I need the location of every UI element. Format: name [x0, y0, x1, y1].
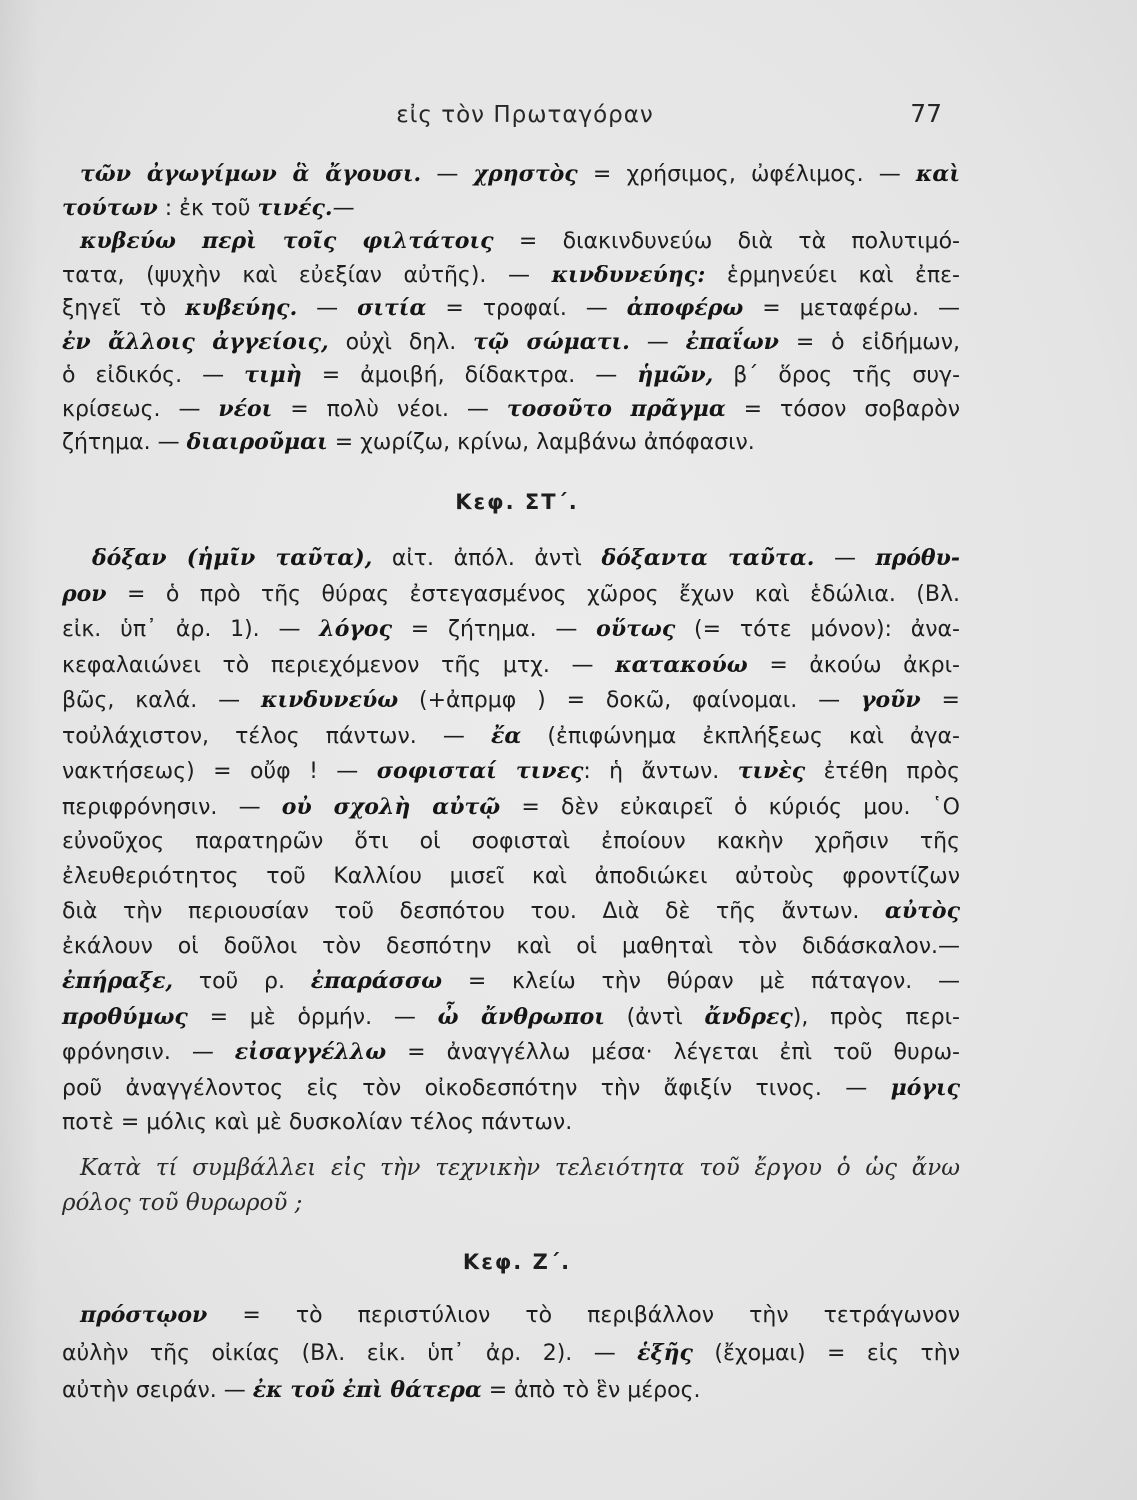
gloss-text: : ἐκ τοῦ — [157, 195, 258, 221]
lemma-term: τιμὴ — [244, 362, 302, 388]
lemma-term: εἰσαγγέλλω — [234, 1039, 387, 1065]
lemma-term: πρόστῳον — [80, 1302, 208, 1328]
gloss-text: νακτήσεως) = οὔφ ! — — [62, 759, 377, 784]
gloss-text: = ζήτημα. — — [391, 617, 597, 642]
commentary-section-chapter-6 — [62, 541, 960, 1141]
gloss-text: β΄ ὅρος τῆς συγ- — [713, 363, 961, 388]
text-line — [62, 894, 960, 930]
text-line — [62, 1035, 960, 1071]
gloss-text: κρίσεως. — — [62, 396, 219, 422]
gloss-text: (ἐπιφώνημα ἐκπλήξεως καὶ ἀγα- — [521, 723, 960, 749]
gloss-text: — — [297, 296, 358, 321]
text-line — [62, 964, 960, 1000]
gloss-text: — — [421, 162, 474, 187]
lemma-term: κινδυνεύης: — [551, 261, 706, 288]
text-line — [62, 292, 960, 326]
gloss-text: = ὁ εἰδήμων, — [778, 329, 960, 355]
gloss-text: ροῦ ἀναγγέλοντος εἰς τὸν οἰκοδεσπότην τὴν ἄφιξίν τινος. — — [62, 1075, 891, 1101]
lemma-term: ἀποφέρω — [626, 295, 744, 321]
lemma-term: τῷ σώματι. — [473, 328, 630, 355]
text-line — [62, 754, 960, 790]
lemma-term: δόξαν (ἡμῖν ταῦτα), — [92, 545, 373, 571]
gloss-text: = μεταφέρω. — — [743, 296, 960, 321]
paragraph — [62, 158, 960, 225]
page-number: 77 — [910, 99, 942, 128]
paragraph — [62, 225, 960, 460]
text-line — [62, 1000, 960, 1036]
paragraph — [62, 1151, 960, 1221]
text-line — [62, 1151, 960, 1186]
text-line — [62, 1071, 960, 1107]
text-line — [62, 426, 960, 460]
gloss-text: περιφρόνησιν. — — [62, 794, 282, 820]
gloss-text: = πολὺ νέοι. — — [272, 396, 507, 422]
lemma-term: ἐπαΐων — [685, 328, 779, 355]
gloss-text: = χωρίζω, κρίνω, λαμβάνω ἀπόφασιν. — [327, 430, 755, 455]
gloss-text: = ἀναγγέλλω μέσα· λέγεται ἐπὶ τοῦ θυρω- — [386, 1040, 960, 1065]
text-line — [62, 648, 960, 684]
lemma-term: σιτία — [357, 295, 427, 321]
paragraph — [62, 541, 960, 1141]
gloss-text: — — [814, 546, 876, 571]
lemma-term: κυβεύω περὶ τοῖς φιλτάτοις — [80, 228, 494, 254]
lemma-term: ἡμῶν, — [637, 362, 714, 388]
text-line — [62, 225, 960, 259]
lemma-term: ἄνδρες — [704, 1003, 793, 1030]
lemma-term: αὐτὸς — [884, 898, 960, 924]
lemma-term: ἐπήραξε, — [62, 968, 174, 994]
lemma-term: δόξαντα ταῦτα. — [601, 545, 815, 571]
lemma-term: ὦ ἄνθρωποι — [437, 1003, 605, 1030]
gloss-text: — — [629, 329, 686, 355]
gloss-text: ξηγεῖ τὸ — [62, 296, 186, 321]
gloss-text: (ἀντὶ — [604, 1004, 705, 1030]
lemma-term: κινδυνεύω — [260, 687, 399, 713]
gloss-text: = τόσον σοβαρὸν — [725, 396, 960, 422]
text-line — [62, 359, 960, 393]
text-line — [62, 1297, 960, 1335]
gloss-text: ὁ εἰδικός. — — [62, 363, 245, 388]
gloss-text: = χρήσιμος, ὠφέλιμος. — — [577, 162, 916, 187]
commentary-section-chapter-7 — [62, 1297, 960, 1410]
gloss-text: ζήτημα. — — [62, 430, 187, 455]
text-line — [62, 930, 960, 965]
chapter-heading: Κεφ. Ζ΄. — [462, 1250, 572, 1274]
paragraph — [62, 1297, 960, 1410]
gloss-text: = διακινδυνεύω διὰ τὰ πολυτιμό- — [493, 229, 960, 254]
gloss-text: : ἡ ἄντων. — [583, 759, 738, 784]
gloss-text: αὐτὴν σειράν. — — [62, 1378, 253, 1403]
gloss-text: = τροφαί. — — [426, 296, 627, 321]
text-line — [62, 393, 960, 427]
gloss-text: ἐκάλουν οἱ δοῦλοι τὸν δεσπότην καὶ οἱ μαθηταὶ τὸν διδάσκαλον.— — [62, 933, 960, 959]
lemma-term: ἔα — [490, 722, 522, 749]
gloss-text: τοῦ ρ. — [173, 969, 311, 994]
text-line — [62, 1372, 960, 1410]
gloss-text: βῶς, καλά. — — [62, 688, 261, 713]
text-line — [62, 612, 960, 648]
lemma-term: κατακούω — [615, 651, 748, 678]
text-line — [62, 860, 960, 895]
gloss-text: διὰ τὴν περιουσίαν τοῦ δεσπότου του. Διὰ δὲ τῆς ἄντων. — [62, 899, 885, 924]
gloss-text: = μὲ ὁρμήν. — — [187, 1004, 438, 1030]
gloss-text: (+ἀπρμφ ) = δοκῶ, φαίνομαι. — — [398, 688, 861, 713]
gloss-text: = δὲν εὐκαιρεῖ ὁ κύριός μου. ῾Ο — [500, 794, 960, 820]
gloss-text: τατα, (ψυχὴν καὶ εὐεξίαν αὐτῆς). — — [62, 262, 552, 288]
lemma-term: τῶν ἀγωγίμων ἃ ἄγουσι. — [80, 161, 422, 187]
question-text: Κατὰ τί συμβάλλει εἰς τὴν τεχνικὴν τελειότητα τοῦ ἔργου ὁ ὡς ἄνω — [80, 1155, 960, 1181]
text-line — [62, 577, 960, 613]
lemma-term: ρον — [62, 580, 107, 607]
gloss-text: φρόνησιν. — — [62, 1040, 235, 1065]
gloss-text: εἰκ. ὑπ᾽ ἀρ. 1). — — [62, 617, 320, 642]
gloss-text: τοὐλάχιστον, τέλος πάντων. — — [62, 723, 491, 749]
lemma-term: οὐ σχολὴ αὐτῷ — [281, 793, 501, 820]
lemma-term: ἑξῆς — [637, 1339, 693, 1366]
text-line — [62, 1106, 960, 1141]
gloss-text: = τὸ περιστύλιον τὸ περιβάλλον τὴν τετράγωνον — [207, 1303, 960, 1328]
lemma-term: ἐπαράσσω — [310, 968, 443, 994]
chapter-heading: Κεφ. ΣΤ΄. — [455, 490, 579, 514]
text-line — [62, 683, 960, 719]
gloss-text: αἰτ. ἀπόλ. ἀντὶ — [372, 546, 602, 571]
gloss-text: = ἀπὸ τὸ ἓν μέρος. — [481, 1378, 701, 1403]
gloss-text: = ἀμοιβή, δίδακτρα. — — [301, 363, 638, 388]
text-line — [62, 158, 960, 192]
text-line — [62, 825, 960, 860]
gloss-text: — — [332, 195, 355, 221]
lemma-term: ἐν ἄλλοις ἀγγείοις, — [62, 328, 329, 355]
lemma-term: γοῦν — [860, 687, 921, 713]
lemma-term: οὕτως — [596, 616, 676, 642]
text-line — [62, 541, 960, 577]
text-line — [62, 192, 960, 226]
lemma-term: καὶ — [915, 161, 960, 187]
gloss-text: κεφαλαιώνει τὸ περιεχόμενον τῆς μτχ. — — [62, 652, 616, 678]
gloss-text: εὐνοῦχος παρατηρῶν ὅτι οἱ σοφισταὶ ἐποίουν κακὴν χρῆσιν τῆς — [62, 829, 960, 854]
lemma-term: νέοι — [218, 395, 273, 422]
lemma-term: διαιροῦμαι — [186, 429, 328, 455]
gloss-text: = ὁ πρὸ τῆς θύρας ἐστεγασμένος χῶρος ἔχων καὶ ἑδώλια. (Βλ. — [106, 581, 960, 607]
gloss-text: = κλείω τὴν θύραν μὲ πάταγον. — — [442, 969, 960, 994]
lemma-term: ἐκ τοῦ ἐπὶ θάτερα — [252, 1377, 482, 1403]
lemma-term: τοσοῦτο πρᾶγμα — [506, 395, 726, 422]
gloss-text: = ἀκούω ἀκρι- — [747, 652, 960, 678]
lemma-term: μόγις — [890, 1074, 960, 1101]
gloss-text: αὐλὴν τῆς οἰκίας (Βλ. εἰκ. ὑπ᾽ ἀρ. 2). — — [62, 1340, 638, 1366]
text-line — [62, 326, 960, 360]
lemma-term: τούτων — [62, 194, 158, 221]
lemma-term: λόγος — [319, 616, 392, 642]
text-line — [62, 719, 960, 755]
gloss-text: (ἔχομαι) = εἰς τὴν — [692, 1340, 960, 1366]
gloss-text: ἑρμηνεύει καὶ ἐπε- — [705, 262, 960, 288]
lemma-term: χρηστὸς — [473, 161, 578, 187]
lemma-term: τινὲς — [737, 758, 806, 784]
lemma-term: προθύμως — [62, 1003, 188, 1030]
running-head: εἰς τὸν Πρωταγόραν — [396, 102, 654, 128]
lemma-term: τινές. — [257, 194, 333, 221]
text-line — [62, 1335, 960, 1373]
gloss-text: οὐχὶ δηλ. — [328, 329, 474, 355]
gloss-text: (= τότε μόνον): ἀνα- — [675, 617, 960, 642]
question-text: ρόλος τοῦ θυρωροῦ ; — [62, 1190, 303, 1216]
lemma-term: πρόθυ- — [875, 545, 960, 571]
text-line — [62, 790, 960, 826]
gloss-text: = — [920, 688, 960, 713]
commentary-section-continued — [62, 158, 960, 460]
gloss-text: ), πρὸς περι- — [792, 1004, 960, 1030]
lemma-term: κυβεύης. — [185, 295, 298, 321]
study-question — [62, 1151, 960, 1221]
gloss-text: ἐτέθη πρὸς — [805, 759, 961, 784]
gloss-text: ποτὲ = μόλις καὶ μὲ δυσκολίαν τέλος πάντων. — [62, 1110, 573, 1135]
lemma-term: σοφισταί τινες — [376, 758, 584, 784]
text-line — [62, 1186, 960, 1221]
text-line — [62, 259, 960, 293]
gloss-text: ἐλευθεριότητος τοῦ Καλλίου μισεῖ καὶ ἀποδιώκει αὐτοὺς φροντίζων — [62, 863, 960, 889]
